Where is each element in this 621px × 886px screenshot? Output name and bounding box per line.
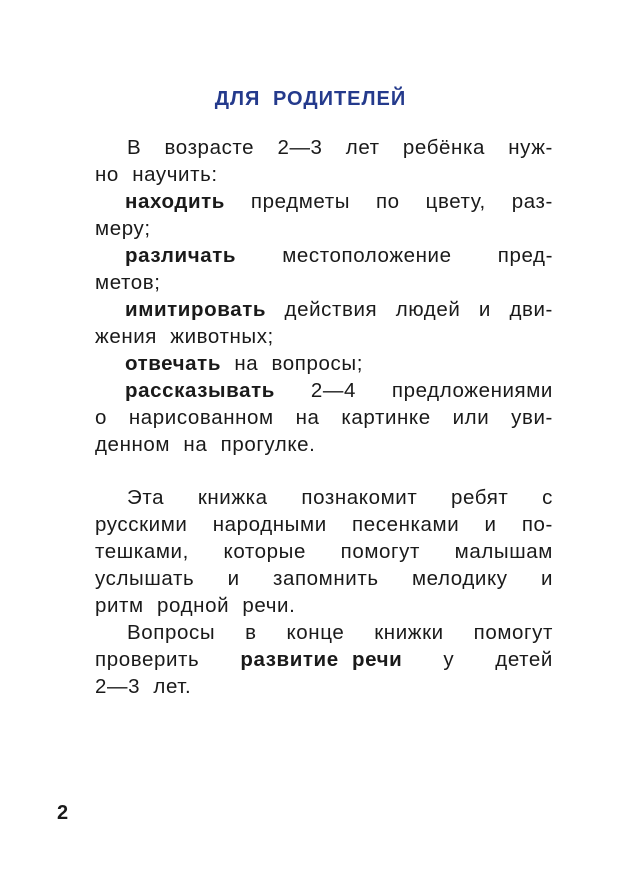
word: Эта [127, 486, 165, 509]
skill-item-answer [95, 350, 553, 377]
word: пред- [497, 244, 553, 267]
word: или [452, 406, 490, 429]
word: и [227, 567, 240, 590]
word: малышам [454, 540, 553, 563]
word: местоположение [282, 244, 452, 267]
word: помогут [473, 621, 553, 644]
word: проверить [95, 648, 200, 671]
word: услышать [95, 567, 195, 590]
book-line-4 [95, 565, 553, 592]
word: по [375, 190, 400, 213]
skill-item-find [95, 188, 553, 215]
skill-item-tell [95, 377, 553, 404]
page-number: 2 [57, 802, 69, 824]
word: у [443, 648, 455, 671]
word: возрасте [164, 136, 255, 159]
book-description-block [95, 484, 553, 700]
word: действия [284, 298, 378, 321]
skill-verb: рассказывать [125, 379, 275, 402]
word: раз- [511, 190, 553, 213]
page-title: ДЛЯ РОДИТЕЛЕЙ [214, 88, 407, 110]
word: книжка [197, 486, 268, 509]
book-line-3 [95, 538, 553, 565]
word: которые [223, 540, 306, 563]
word: мелодику [411, 567, 508, 590]
word: уви- [511, 406, 553, 429]
word: и [484, 513, 497, 536]
skill-item-distinguish-cont: метов; [95, 271, 161, 294]
word: народными [212, 513, 327, 536]
word: русскими [95, 513, 188, 536]
questions-line-2 [95, 646, 553, 673]
word: дви- [509, 298, 553, 321]
word: цвету, [425, 190, 486, 213]
word: и [478, 298, 491, 321]
word: людей [395, 298, 461, 321]
word: по- [521, 513, 553, 536]
word: и [540, 567, 553, 590]
skill-item-find-cont: меру; [95, 217, 151, 240]
word: ребят [451, 486, 509, 509]
skill-item-imitate [95, 296, 553, 323]
book-line-2 [95, 511, 553, 538]
word: В [127, 136, 142, 159]
skill-item-tell-end: денном на прогулке. [95, 433, 316, 456]
word: картинке [341, 406, 431, 429]
word: с [542, 486, 553, 509]
word: на [295, 406, 320, 429]
word: на вопросы; [234, 352, 363, 375]
word: познакомит [301, 486, 418, 509]
word: конце [286, 621, 345, 644]
word: Вопросы [127, 621, 216, 644]
intro-line-1 [95, 134, 553, 161]
word: 2—3 [277, 136, 323, 159]
word: помогут [340, 540, 420, 563]
questions-line-1 [95, 619, 553, 646]
word: детей [495, 648, 553, 671]
parents-intro-block [95, 134, 553, 458]
intro-line-2: но научить: [95, 163, 218, 186]
skill-verb: различать [125, 244, 237, 267]
book-line-1 [95, 484, 553, 511]
skill-item-distinguish [95, 242, 553, 269]
word: запомнить [272, 567, 379, 590]
word: ребёнка [402, 136, 485, 159]
skill-verb: отвечать [125, 352, 222, 375]
word: лет [345, 136, 380, 159]
questions-line-3: 2—3 лет. [95, 675, 192, 698]
skill-verb: имитировать [125, 298, 267, 321]
skill-item-tell-cont [95, 404, 553, 431]
skill-item-imitate-cont: жения животных; [95, 325, 274, 348]
word: 2—4 [310, 379, 356, 402]
word: книжки [374, 621, 444, 644]
book-line-5: ритм родной речи. [95, 594, 296, 617]
word: нуж- [508, 136, 553, 159]
word: нарисованном [128, 406, 274, 429]
skill-verb: находить [125, 190, 225, 213]
word: предложениями [391, 379, 553, 402]
word: о [95, 406, 108, 429]
word: тешками, [95, 540, 189, 563]
word: предметы [250, 190, 351, 213]
emphasis-speech-development: развитие речи [240, 648, 403, 671]
word: в [245, 621, 257, 644]
word: песенками [352, 513, 460, 536]
